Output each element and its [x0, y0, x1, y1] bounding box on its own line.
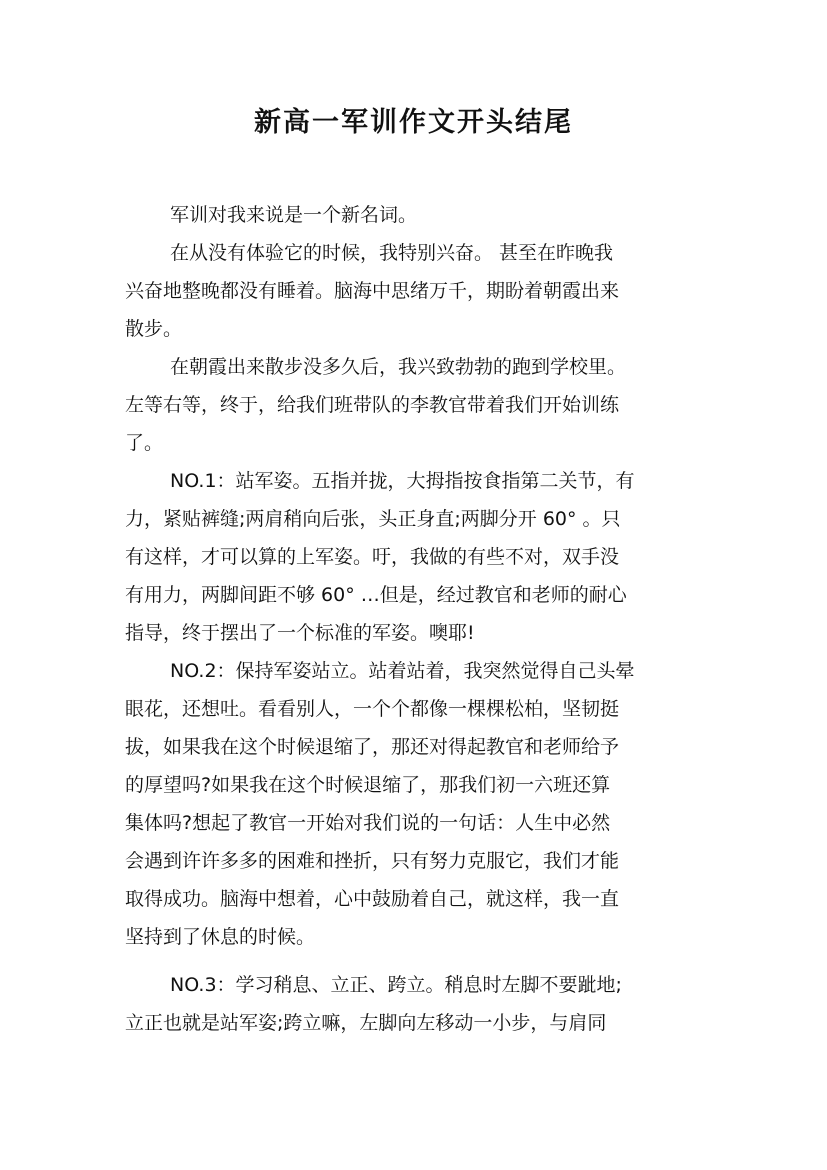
- paragraph-line: 左等右等，终于，给我们班带队的李教官带着我们开始训练: [125, 394, 620, 416]
- paragraph-line: NO.1：站军姿。五指并拢，大拇指按食指第二关节，有: [170, 470, 635, 492]
- document-title: 新高一军训作文开头结尾: [254, 107, 573, 138]
- paragraph-line: 有用力，两脚间距不够 60° …但是，经过教官和老师的耐心: [125, 584, 627, 606]
- paragraph-line: 散步。: [125, 318, 183, 340]
- paragraph-line: 拔，如果我在这个时候退缩了，那还对得起教官和老师给予: [125, 736, 620, 758]
- paragraph-line: 指导，终于摆出了一个标准的军姿。噢耶!: [125, 622, 475, 644]
- paragraph-line: 会遇到许许多多的困难和挫折，只有努力克服它，我们才能: [125, 850, 620, 872]
- paragraph-line: 坚持到了休息的时候。: [125, 926, 316, 948]
- paragraph-line: 集体吗?想起了教官一开始对我们说的一句话：人生中必然: [125, 812, 611, 834]
- paragraph-line: NO.3：学习稍息、立正、跨立。稍息时左脚不要跐地;: [170, 974, 622, 996]
- paragraph-line: 立正也就是站军姿;跨立嘛，左脚向左移动一小步，与肩同: [125, 1012, 607, 1034]
- paragraph-line: 军训对我来说是一个新名词。: [170, 204, 418, 226]
- paragraph-line: 了。: [125, 432, 164, 454]
- paragraph-line: 在朝霞出来散步没多久后，我兴致勃勃的跑到学校里。: [170, 356, 627, 378]
- paragraph-line: 取得成功。脑海中想着，心中鼓励着自己，就这样，我一直: [125, 888, 620, 910]
- paragraph-line: 眼花，还想吐。看看别人，一个个都像一棵棵松柏，坚韧挺: [125, 698, 620, 720]
- paragraph-line: 在从没有体验它的时候，我特别兴奋。 甚至在昨晚我: [170, 242, 614, 264]
- paragraph-line: 的厚望吗?如果我在这个时候退缩了，那我们初一六班还算: [125, 774, 611, 796]
- paragraph-line: 有这样，才可以算的上军姿。吁，我做的有些不对，双手没: [125, 546, 620, 568]
- paragraph-line: 力，紧贴裤缝;两肩稍向后张，头正身直;两脚分开 60° 。只: [125, 508, 621, 530]
- paragraph-line: NO.2：保持军姿站立。站着站着，我突然觉得自己头晕: [170, 660, 635, 682]
- paragraph-line: 兴奋地整晚都没有睡着。脑海中思绪万千，期盼着朝霞出来: [125, 280, 620, 302]
